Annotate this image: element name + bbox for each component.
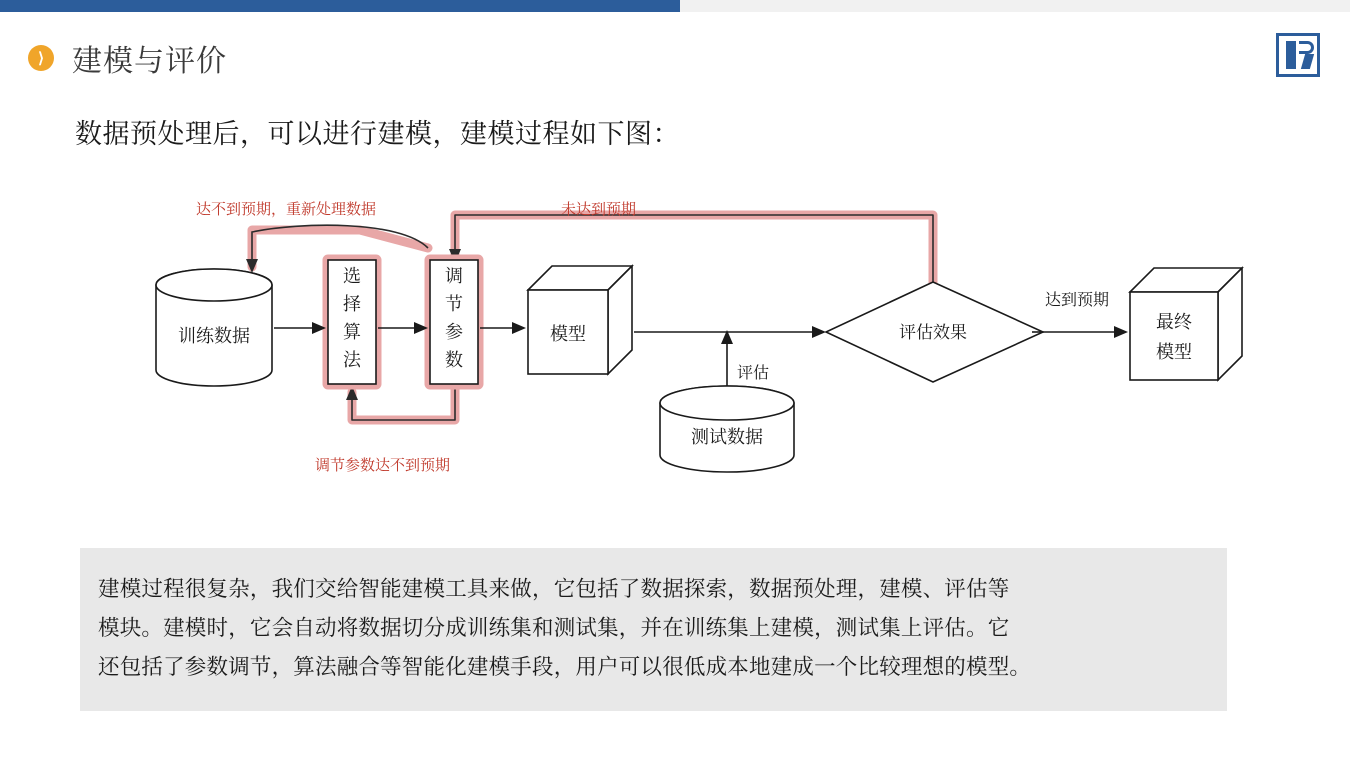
modeling-flowchart bbox=[0, 170, 1350, 500]
summary-note-line-2: 模块。建模时，它会自动将数据切分成训练集和测试集，并在训练集上建模，测试集上评估。它 bbox=[98, 616, 1010, 640]
slide-heading bbox=[28, 36, 227, 80]
edge-label-evaluate: 评估 bbox=[737, 365, 770, 382]
edge-label-tune-not-reach: 调节参数达不到预期 bbox=[315, 457, 451, 474]
node-train-data bbox=[156, 269, 272, 386]
svg-text:法: 法 bbox=[343, 350, 361, 370]
svg-text:选: 选 bbox=[343, 266, 361, 286]
summary-note-line-3: 还包括了参数调节，算法融合等智能化建模手段，用户可以很低成本地建成一个比较理想的模型。 bbox=[98, 655, 1032, 679]
edge-label-not-reach-expect: 未达到预期 bbox=[561, 201, 637, 218]
page-title: 建模与评价 bbox=[72, 45, 227, 78]
brand-logo-leg bbox=[1301, 54, 1314, 69]
top-bar bbox=[0, 0, 1350, 12]
node-tune-params bbox=[430, 260, 478, 384]
svg-text:择: 择 bbox=[343, 294, 361, 314]
node-final-model bbox=[1130, 268, 1242, 380]
subtitle-text: 数据预处理后，可以进行建模，建模过程如下图： bbox=[75, 119, 680, 149]
svg-text:模型: 模型 bbox=[550, 324, 586, 344]
brand-logo-icon bbox=[1276, 33, 1320, 77]
svg-text:节: 节 bbox=[445, 294, 463, 314]
brand-logo-stem bbox=[1286, 41, 1296, 69]
top-bar-right-accent bbox=[680, 0, 1350, 12]
node-evaluate-effect bbox=[826, 282, 1043, 382]
summary-note bbox=[80, 548, 1227, 711]
svg-text:数: 数 bbox=[445, 350, 463, 370]
brand-logo-bowl bbox=[1299, 41, 1314, 54]
svg-text:训练数据: 训练数据 bbox=[178, 326, 250, 346]
summary-note-line-1: 建模过程很复杂，我们交给智能建模工具来做，它包括了数据探索，数据预处理，建模、评估等 bbox=[98, 577, 1010, 601]
node-test-data bbox=[660, 386, 794, 472]
svg-text:评估效果: 评估效果 bbox=[899, 323, 967, 342]
edge-label-reach-expect: 达到预期 bbox=[1045, 292, 1110, 309]
svg-text:参: 参 bbox=[445, 322, 463, 342]
edge-label-retry-preprocess: 达不到预期，重新处理数据 bbox=[196, 201, 377, 218]
top-bar-left-accent bbox=[0, 0, 680, 12]
svg-text:算: 算 bbox=[343, 322, 361, 342]
node-select-algorithm bbox=[328, 260, 376, 384]
svg-text:测试数据: 测试数据 bbox=[691, 427, 763, 447]
node-model bbox=[528, 266, 632, 374]
svg-text:最终: 最终 bbox=[1156, 312, 1192, 332]
svg-text:模型: 模型 bbox=[1156, 342, 1192, 362]
svg-text:调: 调 bbox=[445, 266, 463, 286]
chevron-right-icon: ⟩ bbox=[28, 45, 54, 71]
